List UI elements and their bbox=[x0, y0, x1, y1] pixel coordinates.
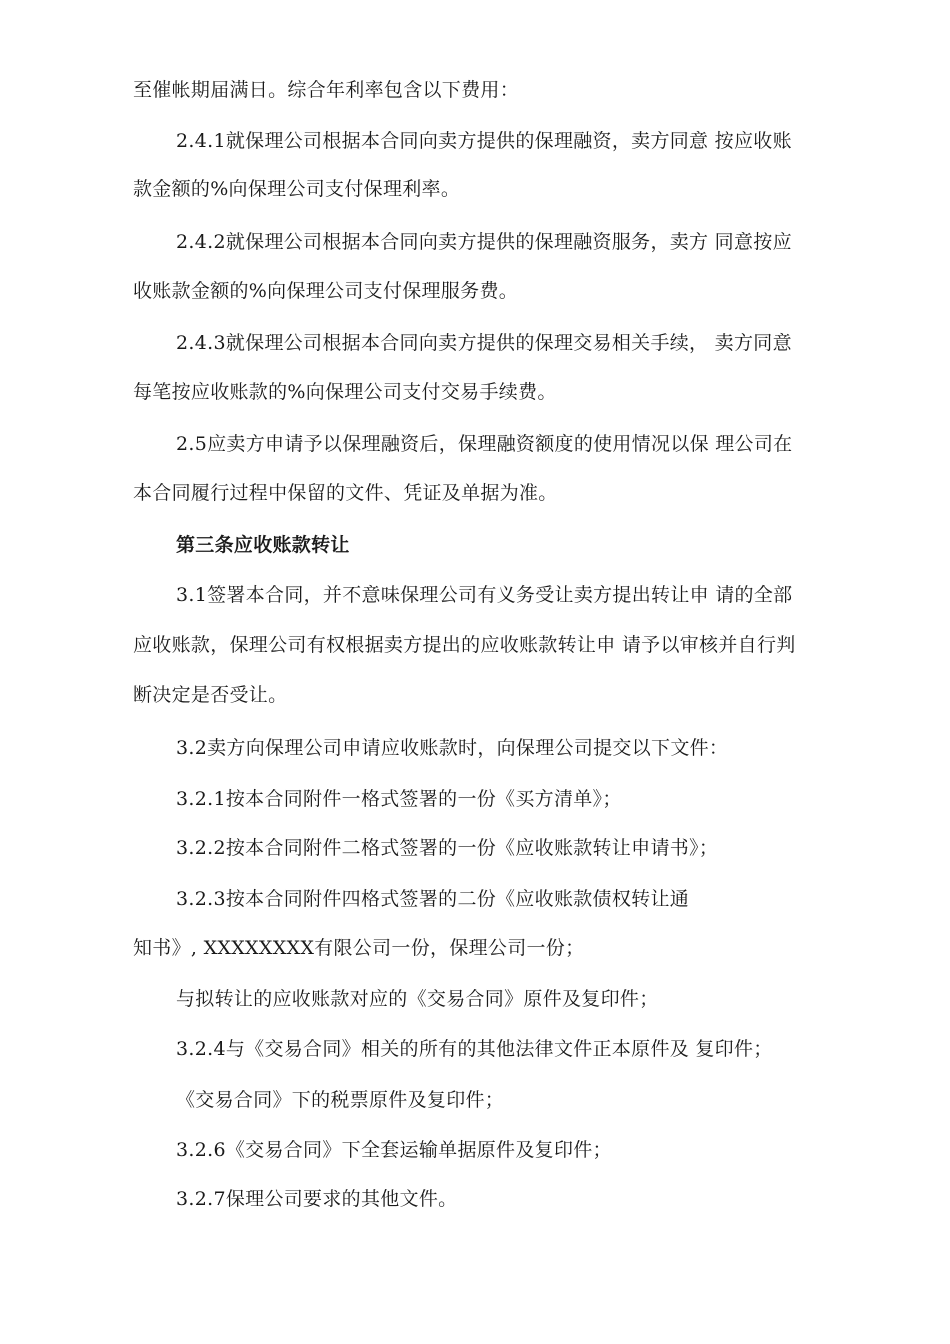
text-line-21: 《交易合同》下的税票原件及复印件； bbox=[176, 1089, 505, 1111]
clause-3-2: 3.2卖方向保理公司申请应收账款时，向保理公司提交以下文件： bbox=[176, 737, 729, 759]
clause-3-2-2: 3.2.2按本合同附件二格式签署的一份《应收账款转让申请书》； bbox=[176, 837, 719, 859]
clause-3-2-7: 3.2.7保理公司要求的其他文件。 bbox=[176, 1188, 458, 1210]
section-heading-article-3: 第三条应收账款转让 bbox=[176, 534, 350, 556]
text-line-5: 收账款金额的%向保理公司支付保理服务费。 bbox=[133, 280, 519, 302]
text-line-18: 知书》, XXXXXXXX有限公司一份，保理公司一份； bbox=[133, 937, 585, 959]
text-line-9: 本合同履行过程中保留的文件、凭证及单据为准。 bbox=[133, 482, 558, 504]
clause-2-4-3: 2.4.3就保理公司根据本合同向卖方提供的保理交易相关手续， 卖方同意 bbox=[176, 332, 792, 354]
clause-3-2-4: 3.2.4与《交易合同》相关的所有的其他法律文件正本原件及 复印件； bbox=[176, 1038, 773, 1060]
text-line-3: 款金额的%向保理公司支付保理利率。 bbox=[133, 178, 461, 200]
clause-3-1: 3.1签署本合同，并不意味保理公司有义务受让卖方提出转让申 请的全部 bbox=[176, 584, 793, 606]
text-line-1: 至催帐期届满日。综合年利率包含以下费用： bbox=[133, 79, 520, 101]
clause-3-2-6: 3.2.6《交易合同》下全套运输单据原件及复印件； bbox=[176, 1139, 612, 1161]
text-line-7: 每笔按应收账款的%向保理公司支付交易手续费。 bbox=[133, 381, 557, 403]
clause-3-2-3: 3.2.3按本合同附件四格式签署的二份《应收账款债权转让通 bbox=[176, 888, 690, 910]
clause-3-2-1: 3.2.1按本合同附件一格式签署的一份《买方清单》； bbox=[176, 788, 622, 810]
text-line-13: 断决定是否受让。 bbox=[133, 684, 288, 706]
clause-2-4-2: 2.4.2就保理公司根据本合同向卖方提供的保理融资服务，卖方 同意按应 bbox=[176, 231, 792, 253]
clause-2-4-1: 2.4.1就保理公司根据本合同向卖方提供的保理融资，卖方同意 按应收账 bbox=[176, 130, 792, 152]
clause-2-5: 2.5应卖方申请予以保理融资后，保理融资额度的使用情况以保 理公司在 bbox=[176, 433, 793, 455]
text-line-12: 应收账款，保理公司有权根据卖方提出的应收账款转让申 请予以审核并自行判 bbox=[133, 634, 796, 656]
text-line-19: 与拟转让的应收账款对应的《交易合同》原件及复印件； bbox=[176, 988, 659, 1010]
